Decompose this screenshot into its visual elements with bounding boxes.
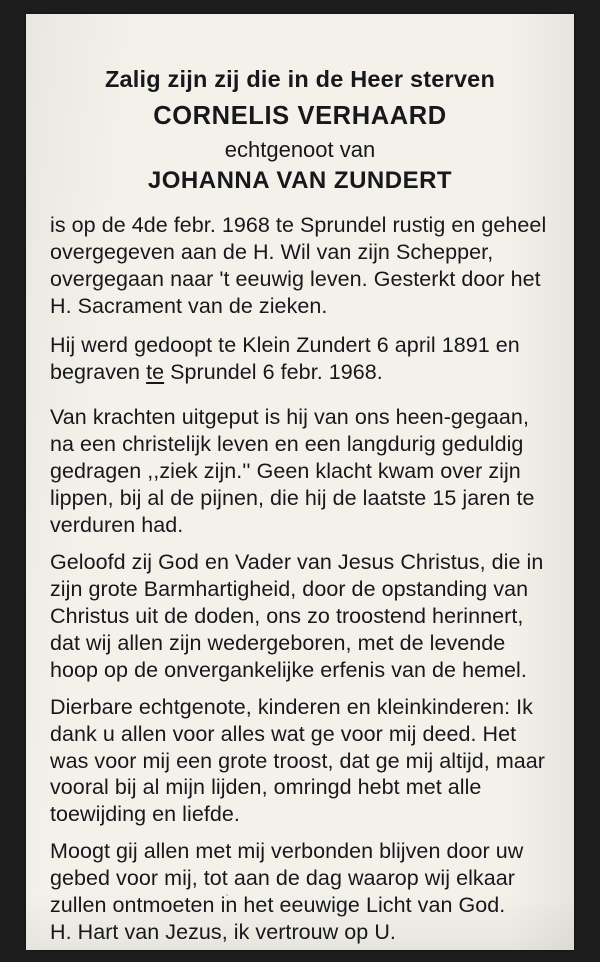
card-header (26, 14, 574, 195)
baptism-text-part2: Sprundel 6 febr. 1968. (164, 359, 383, 384)
paragraph-death-notice: is op de 4de febr. 1968 te Sprundel rustig en geheel overgegeven aan de H. Wil van zijn Schepper, overgegaan naar 't eeuwig leven. Gesterkt door het H. Sacrament van de zieken. (50, 213, 547, 318)
paragraph-closing-invocation: H. Hart van Jezus, ik vertrouw op U. (50, 920, 396, 945)
baptism-underlined-word: te (146, 359, 165, 384)
card-body (26, 212, 574, 946)
deceased-name: CORNELIS VERHAARD (153, 102, 447, 131)
baptism-text-part1: Hij werd gedoopt te Klein Zundert 6 april 1891 en begraven (50, 332, 520, 384)
memorial-card (26, 14, 574, 950)
spouse-name: JOHANNA VAN ZUNDERT (147, 167, 453, 195)
paragraph-illness: Van krachten uitgeput is hij van ons heen-gegaan, na een christelijk leven en een langdurig geduldig gedragen ,,ziek zijn.'' Geen klacht kwam over zijn lippen, bij al de pijnen, die hij de laatste 15 jaren te verduren had. (50, 404, 535, 537)
relation-label: echtgenoot van (224, 136, 376, 162)
header-blessing-line: Zalig zijn zij die in de Heer sterven (104, 66, 496, 92)
paragraph-thanks-family: Dierbare echtgenote, kinderen en kleinkinderen: Ik dank u allen voor alles wat ge voor mij deed. Het was voor mij een grote troost, dat ge mij altijd, maar vooral bij al mijn lijden, omringd hebt met alle toewijding en liefde. (50, 694, 546, 827)
paragraph-prayer-request: Moogt gij allen met mij verbonden blijven door uw gebed voor mij, tot aan de dag waarop wij elkaar zullen ontmoeten in het eeuwige Licht van God. (50, 839, 524, 918)
paragraph-baptism-burial (50, 332, 548, 386)
paragraph-praise: Geloofd zij God en Vader van Jesus Christus, die in zijn grote Barmhartigheid, door de opstanding van Christus uit de doden, ons zo troostend herinnert, dat wij allen zijn wedergeboren, met de levende hoop op de onvergankelijke erfenis van de hemel. (50, 549, 544, 682)
card-content (26, 14, 574, 950)
